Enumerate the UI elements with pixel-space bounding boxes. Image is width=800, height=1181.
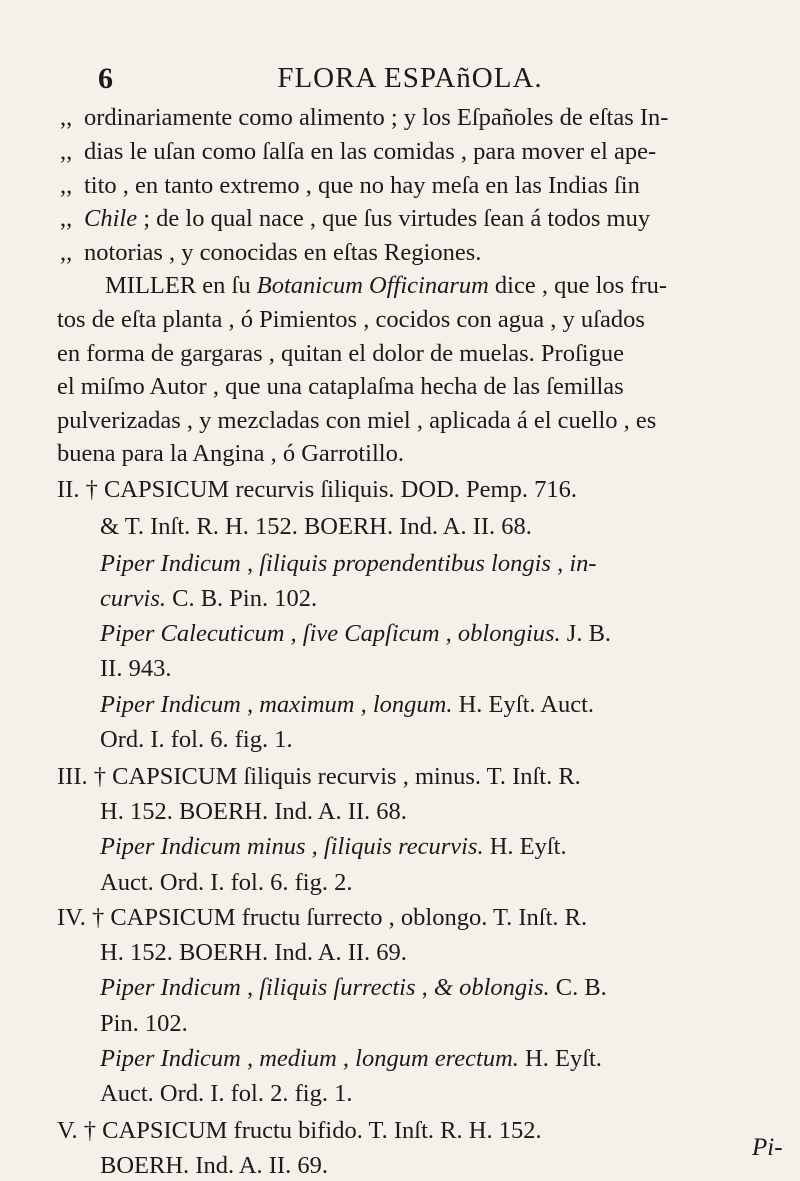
text-line <box>105 271 667 301</box>
text-line <box>60 204 650 234</box>
text-line <box>100 1044 602 1074</box>
text-segment: H. 152. BOERH. Ind. A. II. 69. <box>100 939 407 966</box>
text-line <box>100 832 567 862</box>
text-segment: tos de eſta planta , ó Pimientos , cocidos con agua , y uſados <box>57 306 645 333</box>
text-segment: dias le uſan como ſalſa en las comidas , para mover el ape- <box>84 138 657 165</box>
quote-mark: ,, <box>60 172 73 199</box>
text-line <box>100 584 317 614</box>
text-segment: III. † CAPSICUM ſiliquis recurvis , minus. T. Inſt. R. <box>57 763 581 790</box>
italic-text: Piper Indicum , maximum , longum. <box>100 691 453 718</box>
text-line <box>57 1116 542 1146</box>
text-line <box>100 690 594 720</box>
quote-mark: ,, <box>60 104 73 131</box>
italic-text: Piper Indicum , medium , longum erectum. <box>100 1045 519 1072</box>
text-segment: MILLER en ſu <box>105 272 257 299</box>
text-line <box>60 171 640 201</box>
running-title: FLORA ESPAñOLA. <box>277 62 543 94</box>
text-line <box>100 973 607 1003</box>
text-line <box>57 475 577 505</box>
text-line <box>57 439 404 469</box>
text-line <box>57 406 656 436</box>
text-segment: buena para la Angina , ó Garrotillo. <box>57 440 404 467</box>
italic-text: Chile <box>84 205 138 232</box>
quote-mark: ,, <box>60 239 73 266</box>
text-line <box>100 725 293 755</box>
text-segment: IV. † CAPSICUM fructu ſurrecto , oblongo. T. Inſt. R. <box>57 904 588 931</box>
text-line <box>60 238 481 268</box>
text-line <box>60 137 656 167</box>
text-segment: ordinariamente como alimento ; y los Eſpañoles de eſtas In- <box>84 104 669 131</box>
text-segment: pulverizadas , y mezcladas con miel , aplicada á el cuello , es <box>57 407 657 434</box>
text-segment: II. † CAPSICUM recurvis ſiliquis. DOD. Pemp. 716. <box>57 476 577 503</box>
text-line <box>100 1079 352 1109</box>
text-line <box>100 654 171 684</box>
text-segment: notorias , y conocidas en eſtas Regiones. <box>84 239 482 266</box>
text-line <box>60 103 668 133</box>
text-segment: J. B. <box>560 620 612 647</box>
text-segment: ; de lo qual nace , que ſus virtudes ſean á todos muy <box>137 205 651 232</box>
text-line <box>57 762 581 792</box>
page-number: 6 <box>98 62 113 95</box>
text-segment: Auct. Ord. I. fol. 6. fig. 2. <box>100 869 353 896</box>
text-segment: Auct. Ord. I. fol. 2. fig. 1. <box>100 1080 353 1107</box>
text-segment: H. Eyſt. Auct. <box>452 691 595 718</box>
text-segment: H. 152. BOERH. Ind. A. II. 68. <box>100 798 407 825</box>
text-segment: C. B. Pin. 102. <box>166 585 318 612</box>
text-line <box>100 512 532 542</box>
text-segment: II. 943. <box>100 655 172 682</box>
text-line <box>100 1009 188 1039</box>
text-segment: & T. Inſt. R. H. 152. BOERH. Ind. A. II. 68. <box>100 513 532 540</box>
text-line <box>100 1151 328 1181</box>
italic-text: curvis. <box>100 585 166 612</box>
text-segment: tito , en tanto extremo , que no hay meſa en las Indias ſin <box>84 172 640 199</box>
text-line <box>57 305 645 335</box>
italic-text: Piper Indicum , ſiliquis propendentibus longis , in- <box>100 550 597 577</box>
text-segment: H. Eyſt. <box>518 1045 602 1072</box>
italic-text: Botanicum Officinarum <box>256 272 489 299</box>
catchword: Pi- <box>752 1134 783 1161</box>
italic-text: Piper Indicum minus , ſiliquis recurvis. <box>100 833 484 860</box>
text-segment: BOERH. Ind. A. II. 69. <box>100 1152 328 1179</box>
text-line <box>57 339 624 369</box>
text-segment: Ord. I. fol. 6. fig. 1. <box>100 726 293 753</box>
text-segment: dice , que los fru- <box>488 272 668 299</box>
text-segment: H. Eyſt. <box>483 833 567 860</box>
italic-text: Piper Indicum , ſiliquis ſurrectis , & oblongis. <box>100 974 550 1001</box>
text-line <box>100 797 407 827</box>
text-line <box>57 903 587 933</box>
text-line <box>100 938 407 968</box>
text-line <box>100 549 597 579</box>
quote-mark: ,, <box>60 205 73 232</box>
italic-text: Piper Calecuticum , ſive Capſicum , oblongius. <box>100 620 561 647</box>
quote-mark: ,, <box>60 138 73 165</box>
text-segment: en forma de gargaras , quitan el dolor de muelas. Proſigue <box>57 340 624 367</box>
text-segment: C. B. <box>549 974 607 1001</box>
text-line <box>57 372 624 402</box>
text-line <box>100 868 352 898</box>
text-segment: Pin. 102. <box>100 1010 188 1037</box>
text-segment: V. † CAPSICUM fructu bifido. T. Inſt. R. H. 152. <box>57 1117 542 1144</box>
page-header <box>90 60 730 100</box>
text-line <box>100 619 611 649</box>
text-segment: el miſmo Autor , que una cataplaſma hecha de las ſemillas <box>57 373 624 400</box>
